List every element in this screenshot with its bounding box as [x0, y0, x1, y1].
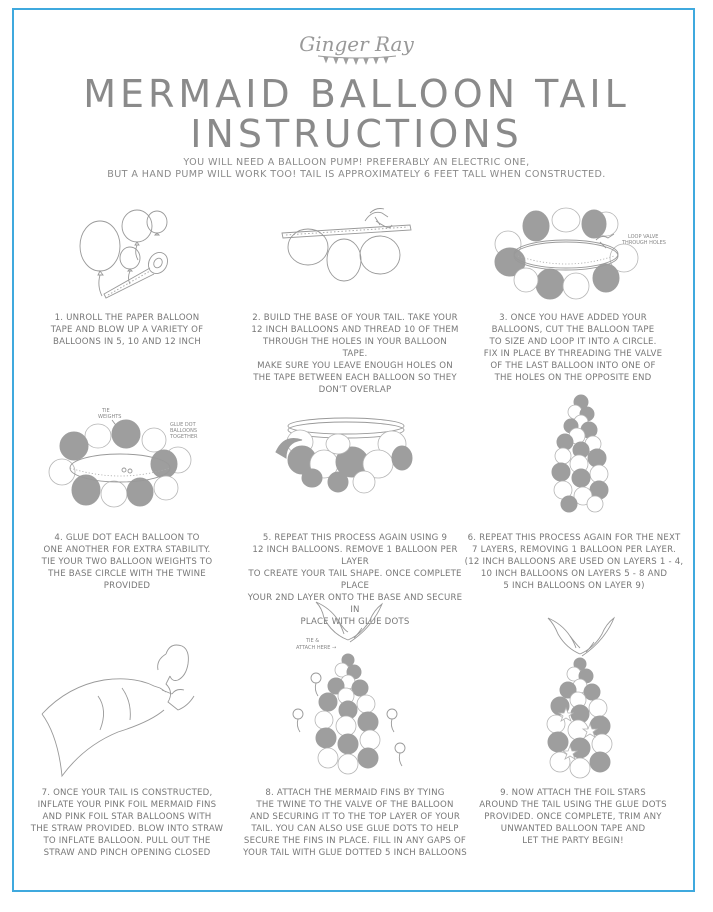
step-3-illustration	[488, 206, 668, 301]
intro-text	[60, 157, 653, 181]
step-line: 4. GLUE DOT EACH BALLOON TO	[54, 533, 200, 543]
step-3-text	[468, 312, 678, 384]
step-6-illustration	[545, 392, 615, 516]
step-line: AND SECURING IT TO THE TOP LAYER OF YOUR	[249, 812, 461, 822]
page-title-line2: INSTRUCTIONS	[190, 112, 523, 156]
brand-logo: Ginger Ray	[299, 32, 414, 56]
step-line: TO CREATE YOUR TAIL SHAPE. ONCE COMPLETE PLACE	[248, 569, 462, 591]
step-line: PROVIDED	[103, 581, 151, 591]
step-line: THE TAPE BETWEEN EACH BALLOON SO THEY	[253, 373, 457, 383]
svg-text:ATTACH HERE →: ATTACH HERE →	[296, 645, 337, 651]
step-line: 10 INCH BALLOONS ON LAYERS 5 - 8 AND	[480, 569, 668, 579]
bunting-decoration	[318, 54, 396, 64]
step-line: (12 INCH BALLOONS ARE USED ON LAYERS 1 - 4,	[464, 557, 684, 567]
step-line: TO INFLATE BALLOON. PULL OUT THE	[43, 836, 211, 846]
step-line: AND PINK FOIL STAR BALLOONS WITH	[42, 812, 212, 822]
svg-text:THROUGH HOLES: THROUGH HOLES	[622, 240, 666, 246]
step-line: YOUR TAIL WITH GLUE DOTTED 5 INCH BALLOONS	[243, 848, 467, 858]
step-line: AROUND THE TAIL USING THE GLUE DOTS	[479, 800, 667, 810]
intro-line: YOU WILL NEED A BALLOON PUMP! PREFERABLY AN ELECTRIC ONE,	[183, 157, 530, 168]
step-line: TO SIZE AND LOOP IT INTO A CIRCLE.	[489, 337, 657, 347]
svg-text:GLUE DOT: GLUE DOT	[170, 422, 196, 428]
step-line: THE BASE CIRCLE WITH THE TWINE	[48, 569, 206, 579]
svg-text:LOOP VALVE: LOOP VALVE	[628, 234, 659, 240]
step-line: 2. BUILD THE BASE OF YOUR TAIL. TAKE YOUR	[252, 313, 458, 323]
page-title-line1: MERMAID BALLOON TAIL	[83, 72, 630, 116]
step-line: PROVIDED. ONCE COMPLETE, TRIM ANY	[484, 812, 662, 822]
step-4-illustration	[42, 408, 202, 516]
step-7-text	[22, 787, 232, 859]
step-line: FIX IN PLACE BY THREADING THE VALVE	[483, 349, 663, 359]
step-line: 12 INCH BALLOONS AND THREAD 10 OF THEM	[251, 325, 459, 335]
step-7-illustration	[38, 636, 198, 782]
step-line: 5. REPEAT THIS PROCESS AGAIN USING 9	[262, 533, 448, 543]
step-2-text	[250, 312, 460, 396]
step-8-text	[241, 787, 469, 859]
step-9-text	[468, 787, 678, 847]
step-1-text	[22, 312, 232, 348]
step-line: TAPE AND BLOW UP A VARIETY OF	[50, 325, 204, 335]
intro-line: BUT A HAND PUMP WILL WORK TOO! TAIL IS APPROXIMATELY 6 FEET TALL WHEN CONSTRUCTED.	[107, 169, 606, 180]
step-line: 12 INCH BALLOONS. REMOVE 1 BALLOON PER LAYER	[252, 545, 458, 567]
step-2-illustration	[280, 205, 430, 290]
step-line: INFLATE YOUR PINK FOIL MERMAID FINS	[37, 800, 217, 810]
step-line: DON'T OVERLAP	[318, 385, 392, 395]
step-line: 1. UNROLL THE PAPER BALLOON	[54, 313, 200, 323]
svg-text:BALLOONS: BALLOONS	[170, 428, 198, 434]
step-4-text	[22, 532, 232, 592]
step-8-illustration	[282, 598, 422, 782]
step-line: THE STRAW PROVIDED. BLOW INTO STRAW	[30, 824, 224, 834]
step-line: OF THE LAST BALLOON INTO ONE OF	[490, 361, 656, 371]
step-9-illustration	[530, 612, 630, 782]
step-line: 8. ATTACH THE MERMAID FINS BY TYING	[265, 788, 445, 798]
svg-text:TOGETHER: TOGETHER	[170, 434, 198, 440]
step-line: 5 INCH BALLOONS ON LAYER 9)	[503, 581, 645, 591]
step-line: LET THE PARTY BEGIN!	[522, 836, 624, 846]
step-line: PLACE WITH GLUE DOTS	[300, 617, 410, 627]
step-line: TIE YOUR TWO BALLOON WEIGHTS TO	[41, 557, 213, 567]
step-line: ONE ANOTHER FOR EXTRA STABILITY.	[43, 545, 211, 555]
step-line: 7 LAYERS, REMOVING 1 BALLOON PER LAYER.	[472, 545, 676, 555]
step-1-illustration	[72, 208, 182, 303]
step-line: 6. REPEAT THIS PROCESS AGAIN FOR THE NEXT	[467, 533, 681, 543]
step-line: UNWANTED BALLOON TAPE AND	[500, 824, 646, 834]
step-line: MAKE SURE YOU LEAVE ENOUGH HOLES ON	[257, 361, 453, 371]
step-line: 9. NOW ATTACH THE FOIL STARS	[500, 788, 646, 798]
step-line: TAIL. YOU CAN ALSO USE GLUE DOTS TO HELP	[251, 824, 459, 834]
step-line: THROUGH THE HOLES IN YOUR BALLOON TAPE.	[263, 337, 447, 359]
step-line: SECURE THE FINS IN PLACE. FILL IN ANY GAPS OF	[243, 836, 467, 846]
step-line: YOUR 2ND LAYER ONTO THE BASE AND SECURE IN	[247, 593, 463, 615]
step-5-illustration	[272, 412, 420, 498]
step-line: STRAW AND PINCH OPENING CLOSED	[43, 848, 211, 858]
step-line: 3. ONCE YOU HAVE ADDED YOUR	[499, 313, 647, 323]
step-line: 7. ONCE YOUR TAIL IS CONSTRUCTED,	[41, 788, 213, 798]
svg-text:WEIGHTS: WEIGHTS	[98, 414, 122, 420]
step-line: THE HOLES ON THE OPPOSITE END	[494, 373, 652, 383]
step-6-text	[462, 532, 686, 592]
svg-text:TIE &: TIE &	[306, 638, 320, 644]
svg-text:TIE: TIE	[102, 408, 110, 414]
step-line: THE TWINE TO THE VALVE OF THE BALLOON	[256, 800, 454, 810]
step-line: BALLOONS IN 5, 10 AND 12 INCH	[52, 337, 202, 347]
step-line: BALLOONS, CUT THE BALLOON TAPE	[491, 325, 655, 335]
